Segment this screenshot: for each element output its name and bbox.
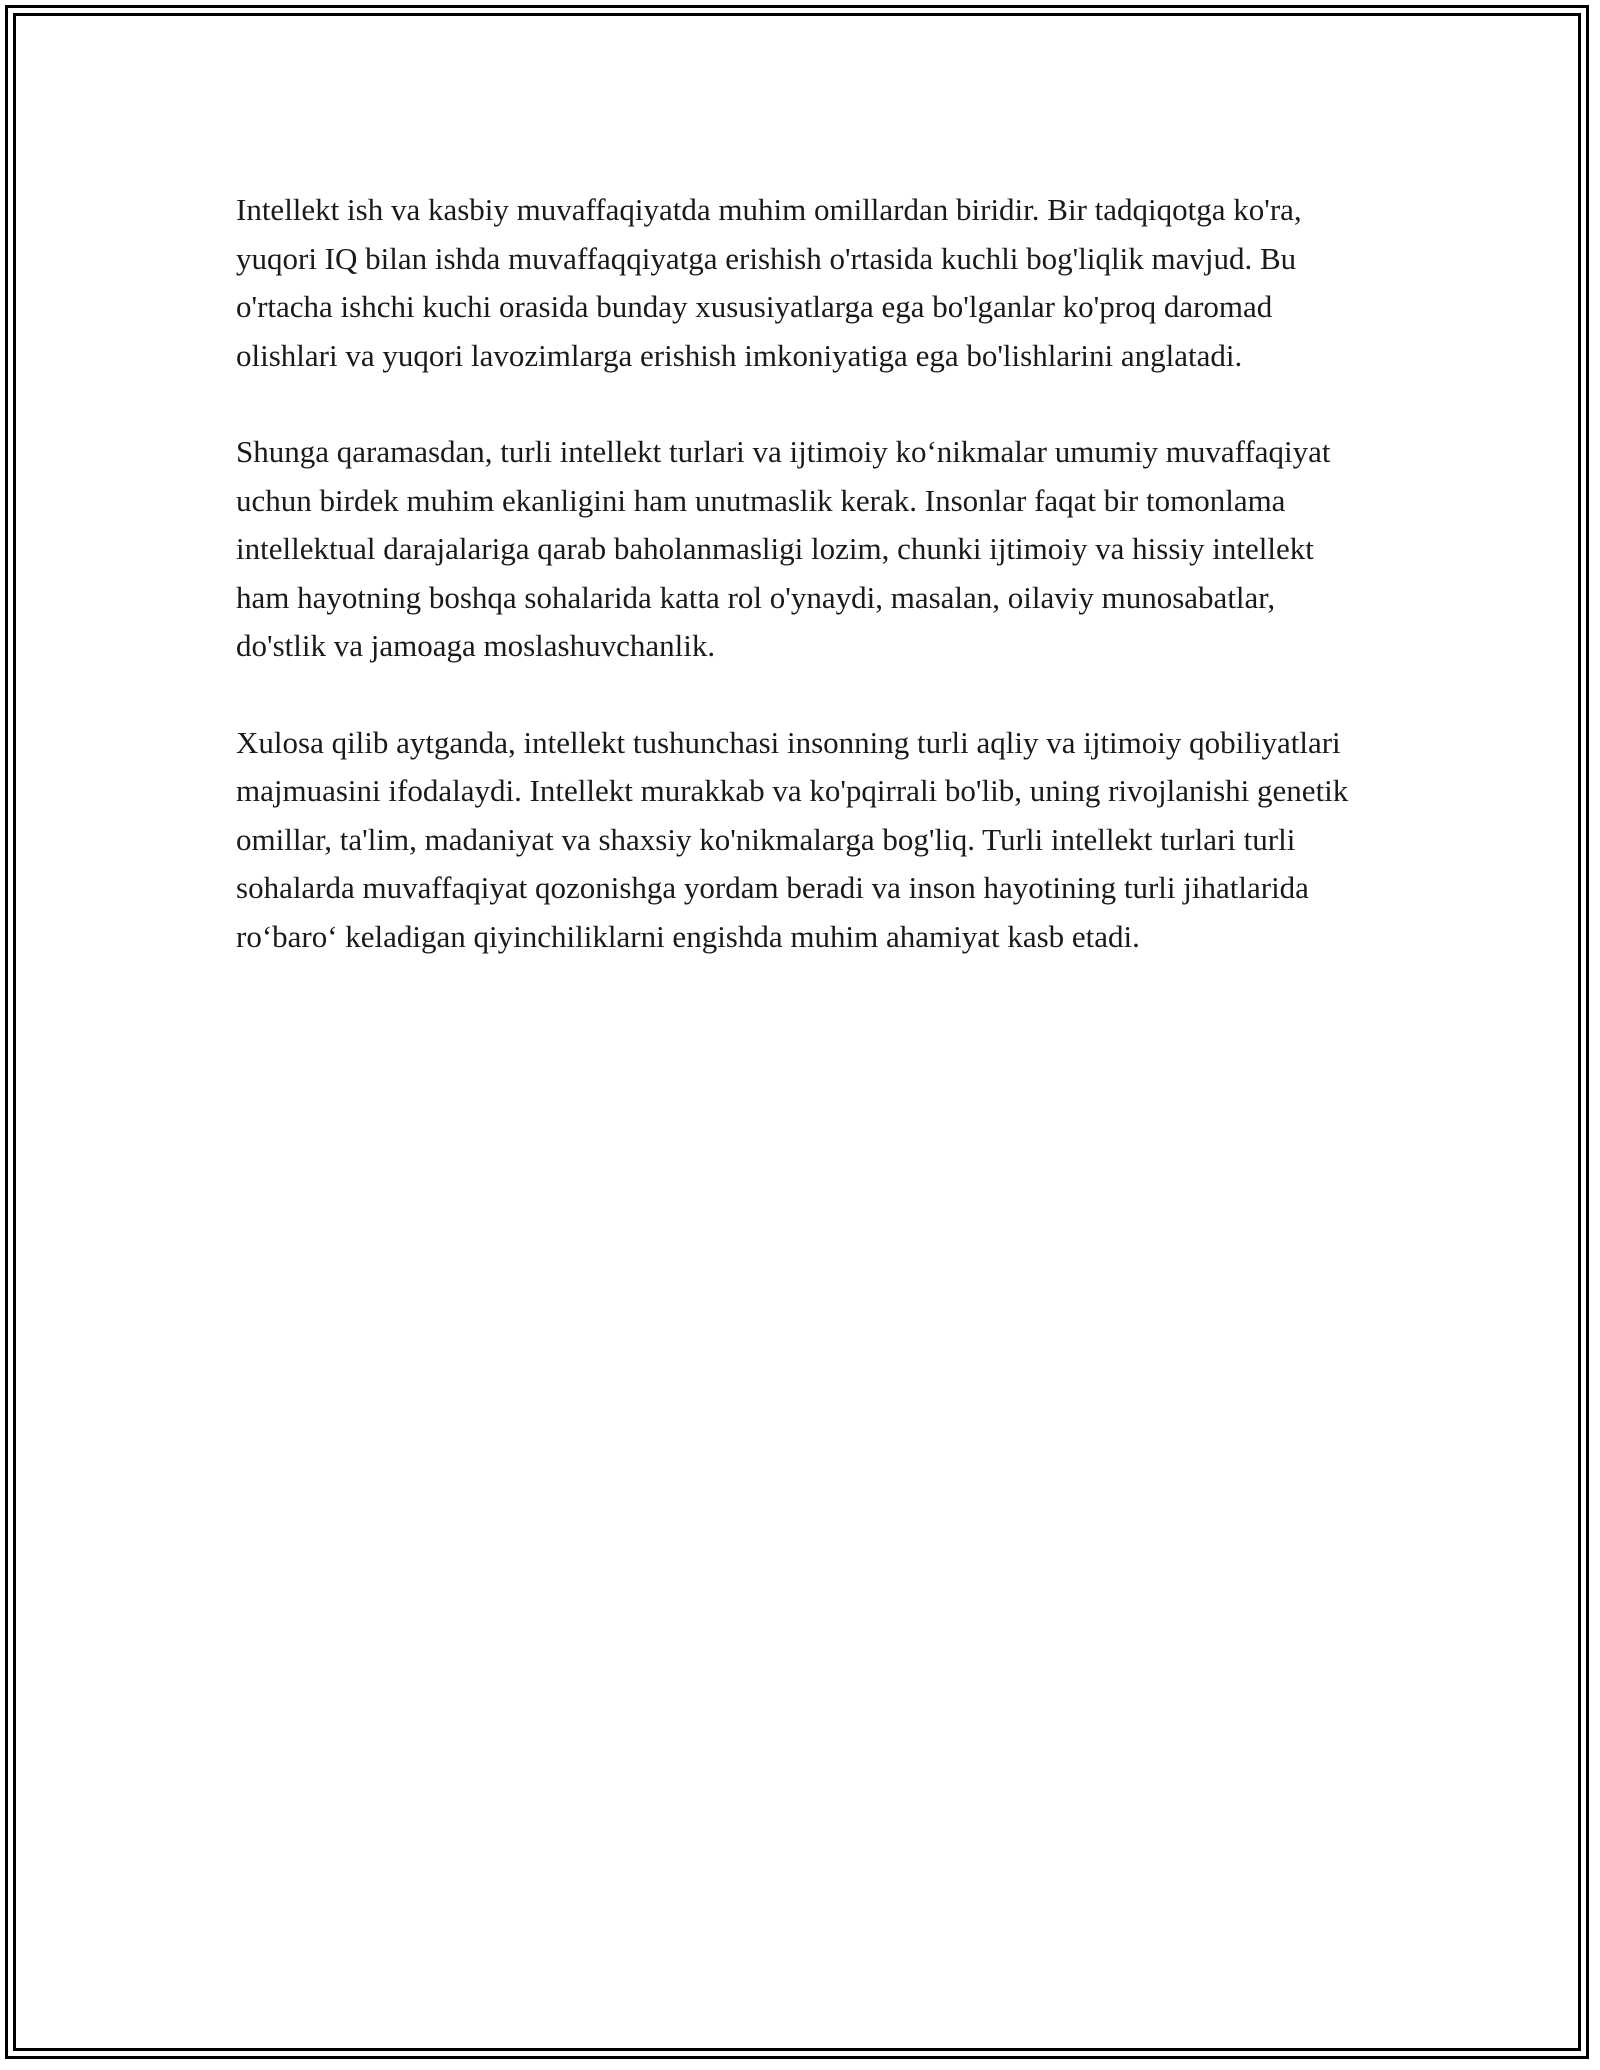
paragraph-1: Intellekt ish va kasbiy muvaffaqiyatda muhim omillardan biridir. Bir tadqiqotga ko'ra, yuqori IQ bilan ishda muvaffaqqiyatga erishish o'rtasida kuchli bog'liqlik mavjud. Bu o'rtacha ishchi kuchi orasida bunday xususiyatlarga ega bo'lganlar ko'proq daromad olishlari va yuqori lavozimlarga erishish imkoniyatiga ega bo'lishlarini anglatadi. [236,192,1302,373]
document-body [236,186,1366,961]
paragraph-2: Shunga qaramasdan, turli intellekt turlari va ijtimoiy ko‘nikmalar umumiy muvaffaqiyat uchun birdek muhim ekanligini ham unutmaslik kerak. Insonlar faqat bir tomonlama intellektual darajalariga qarab baholanmasligi lozim, chunki ijtimoiy va hissiy intellekt ham hayotning boshqa sohalarida katta rol o'ynaydi, masalan, oilaviy munosabatlar, do'stlik va jamoaga moslashuvchanlik. [236,434,1331,663]
paragraph-3: Xulosa qilib aytganda, intellekt tushunchasi insonning turli aqliy va ijtimoiy qobiliyatlari majmuasini ifodalaydi. Intellekt murakkab va ko'pqirrali bo'lib, uning rivojlanishi genetik omillar, ta'lim, madaniyat va shaxsiy ko'nikmalarga bog'liq. Turli intellekt turlari turli sohalarda muvaffaqiyat qozonishga yordam beradi va inson hayotining turli jihatlarida ro‘baro‘ keladigan qiyinchiliklarni engishda muhim ahamiyat kasb etadi. [236,724,1349,954]
